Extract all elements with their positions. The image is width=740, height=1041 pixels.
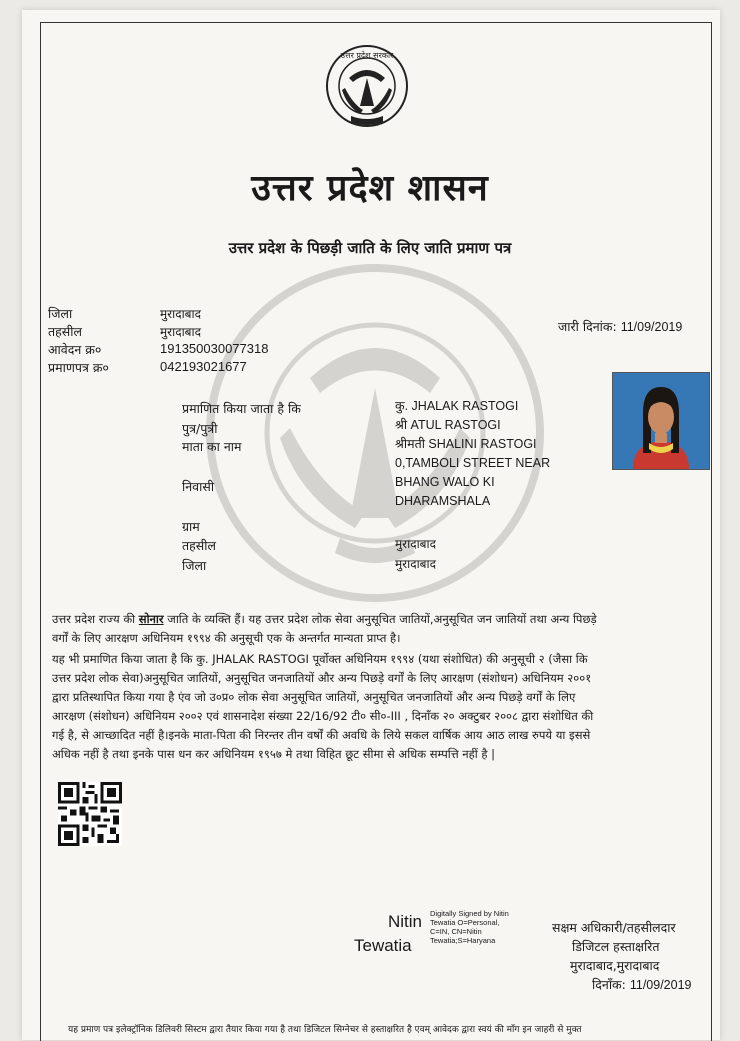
statement-line: अधिक नहीं है तथा इनके पास धन कर अधिनियम १९५७ मे तथा विहित छूट सीमा से अधिक सम्पत्ति नहीं है | bbox=[52, 747, 496, 761]
detail-label-tehsil: तहसील bbox=[182, 538, 216, 553]
detail-value-name: कु. JHALAK RASTOGI bbox=[395, 399, 519, 413]
caste-statement-part1: उत्तर प्रदेश राज्य की bbox=[52, 612, 139, 626]
statement-line: उत्तर प्रदेश लोक सेवा)अनुसूचित जातियों, अनुसूचित जनजातियों और अन्य पिछड़े वर्गों के लिए आरक्षण (संशोधन) अधिनियम २००१ bbox=[52, 671, 592, 685]
caste-statement-part3: वर्गों के लिए आरक्षण अधिनियम १९९४ की अनुसूची एक के अन्तर्गत मान्यता प्राप्त है। bbox=[52, 631, 401, 645]
footer-note: यह प्रमाण पत्र इलेक्ट्रॉनिक डिलिवरी सिस्टम द्वारा तैयार किया गया है तथा डिजिटल सिग्नेचर से हस्ताक्षरित है एवम् आवेदक द्वारा स्वयं की माँग इन जाहरी से मुक्त bbox=[68, 1025, 582, 1035]
signature-note-line: Tewatia;S=Haryana bbox=[430, 936, 496, 945]
meta-value-district: मुरादाबाद bbox=[160, 307, 202, 321]
officer-date bbox=[552, 975, 722, 995]
statement-line: आरक्षण (संशोधन) अधिनियम २००२ एवं शासनादेश संख्या 22/16/92 टी० सी०-III , दिनाँक २० अक्टुबर २००८ द्वारा संशोधित की bbox=[52, 709, 594, 723]
government-seal bbox=[325, 44, 409, 138]
detail-label-resident: निवासी bbox=[182, 479, 215, 494]
meta-label-certificate-no: प्रमाणपत्र क्र० bbox=[48, 360, 109, 375]
issue-date-value: 11/09/2019 bbox=[620, 320, 683, 334]
issue-date-label: जारी दिनांक: bbox=[558, 319, 617, 334]
signature-note-line: Digitally Signed by Nitin bbox=[430, 909, 509, 918]
statement-line: यह भी प्रमाणित किया जाता है कि कु. JHALAK RASTOGI पूर्वोक्त अधिनियम १९९४ (यथा संशोधित) की अनुसूची २ (जैसा कि bbox=[52, 652, 588, 666]
meta-value-application-no: 191350030077318 bbox=[160, 341, 269, 356]
officer-designation: सक्षम अधिकारी/तहसीलदार bbox=[552, 920, 676, 935]
seal-text: उत्तर प्रदेश सरकार bbox=[340, 51, 394, 60]
detail-value-district: मुरादाबाद bbox=[395, 557, 437, 571]
meta-value-certificate-no: 042193021677 bbox=[160, 359, 247, 374]
issue-date bbox=[558, 318, 682, 335]
statement-line: गई है, से आच्छादित नहीं है।इनके माता-पिता की निरन्तर तीन वर्षों की अवधि के लिये सकल वार्षिक आय आठ लाख रुपये या इससे bbox=[52, 728, 591, 742]
detail-label-mother: माता का नाम bbox=[182, 439, 242, 454]
applicant-photo bbox=[612, 372, 710, 470]
signature-note-line: C=IN, CN=Nitin bbox=[430, 927, 482, 936]
signature-first-name: Nitin bbox=[388, 912, 423, 931]
meta-label-tehsil: तहसील bbox=[48, 324, 82, 339]
detail-label-certify: प्रमाणित किया जाता है कि bbox=[182, 401, 301, 416]
detail-label-child: पुत्र/पुत्री bbox=[182, 421, 218, 436]
caste-statement bbox=[52, 610, 712, 648]
signature-last-name: Tewatia bbox=[354, 936, 412, 955]
detail-value-address-line2: BHANG WALO KI bbox=[395, 475, 495, 489]
digital-signature-note bbox=[430, 909, 509, 945]
detail-label-village: ग्राम bbox=[182, 519, 200, 534]
officer-date-label: दिनाँक: bbox=[592, 977, 626, 992]
caste-statement-part2: जाति के व्यक्ति हैं। यह उत्तर प्रदेश लोक सेवा अनुसूचित जातियों,अनुसूचित जन जातियों तथा अन्य पिछड़े bbox=[163, 612, 597, 626]
detail-value-address-line3: DHARAMSHALA bbox=[395, 494, 491, 508]
meta-value-tehsil: मुरादाबाद bbox=[160, 325, 202, 339]
officer-date-value: 11/09/2019 bbox=[629, 978, 692, 992]
issuing-officer-block bbox=[552, 918, 722, 995]
page-title: उत्तर प्रदेश शासन bbox=[251, 167, 489, 209]
detail-value-tehsil: मुरादाबाद bbox=[395, 537, 437, 551]
officer-signed-note: डिजिटल हस्ताक्षरित bbox=[572, 939, 660, 954]
detail-value-mother: श्रीमती SHALINI RASTOGI bbox=[395, 437, 537, 451]
watermark-emblem bbox=[190, 258, 560, 608]
qr-code bbox=[58, 782, 122, 846]
caste-name: सोनार bbox=[138, 612, 164, 626]
creamy-layer-statement bbox=[52, 650, 712, 764]
detail-label-district: जिला bbox=[182, 558, 207, 573]
statement-line: द्वारा प्रतिस्थापित किया गया है एंव जो उ०प्र० लोक सेवा अनुसूचित जातियों, अनुसूचित जनजातियों और अन्य पिछड़े वर्गों के लिए bbox=[52, 690, 576, 704]
detail-value-father: श्री ATUL RASTOGI bbox=[395, 418, 501, 432]
certificate-subtitle: उत्तर प्रदेश के पिछड़ी जाति के लिए जाति प्रमाण पत्र bbox=[228, 239, 512, 257]
meta-label-district: जिला bbox=[48, 306, 73, 321]
signature-note-line: Tewatia O=Personal, bbox=[430, 918, 500, 927]
detail-value-address-line1: 0,TAMBOLI STREET NEAR bbox=[395, 456, 551, 470]
officer-location: मुरादाबाद,मुरादाबाद bbox=[570, 958, 660, 973]
meta-label-application-no: आवेदन क्र० bbox=[48, 342, 102, 357]
